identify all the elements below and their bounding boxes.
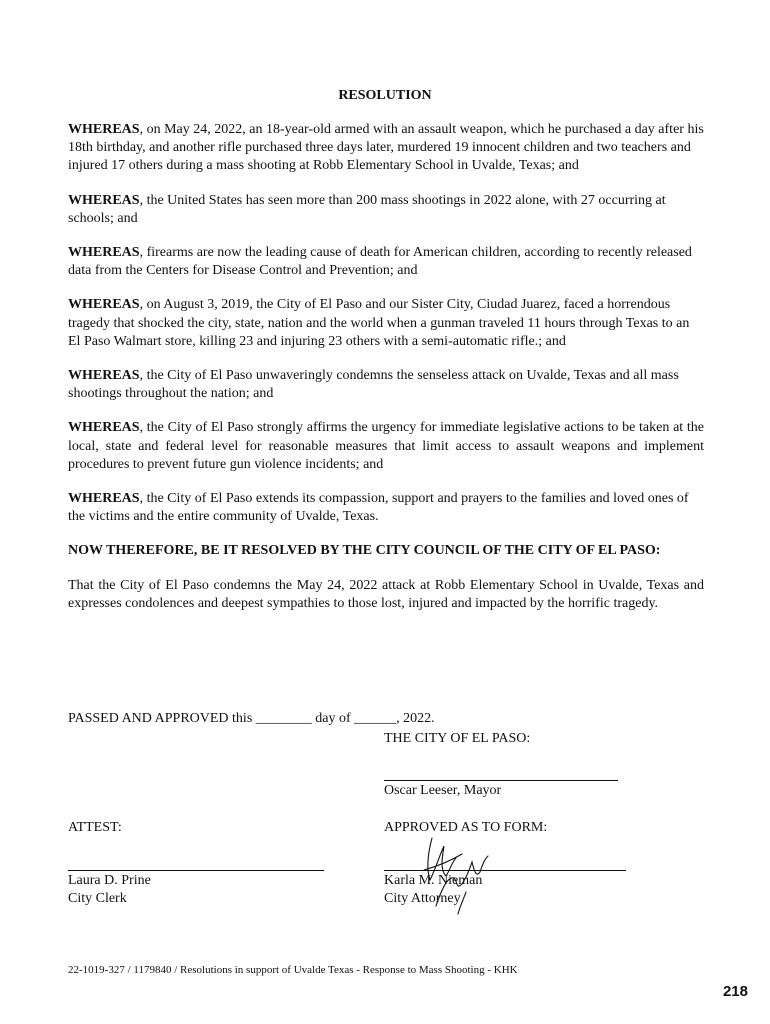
- whereas-lead: WHEREAS: [68, 122, 140, 137]
- mayor-name: Oscar Leeser, Mayor: [384, 783, 502, 798]
- whereas-lead: WHEREAS: [68, 245, 140, 261]
- whereas-clause: [68, 244, 704, 280]
- whereas-lead: WHEREAS: [68, 491, 140, 507]
- clerk-signature-line: [68, 870, 324, 871]
- whereas-clause: [68, 121, 704, 176]
- whereas-text: , firearms are now the leading cause of death for American children, according to recently released data from the Centers for Disease Control and Prevention; and: [68, 245, 692, 279]
- whereas-clause: [68, 192, 704, 228]
- approved-label: APPROVED AS TO FORM:: [384, 820, 548, 835]
- resolved-heading: NOW THEREFORE, BE IT RESOLVED BY THE CITY COUNCIL OF THE CITY OF EL PASO:: [68, 543, 661, 559]
- whereas-clause: [68, 490, 704, 526]
- whereas-clause: [68, 296, 704, 351]
- whereas-text: , on May 24, 2022, an 18-year-old armed with an assault weapon, which he purchased a day after his 18th birthday, and another rifle purchased three days later, murdered 19 innocent children and two teachers and injured 17 others during a mass shooting at Robb Elementary School in Uvalde, Texas; and: [68, 122, 704, 174]
- mayor-signature-line: [384, 780, 618, 781]
- whereas-clause: [68, 419, 704, 474]
- whereas-text: , on August 3, 2019, the City of El Paso and our Sister City, Ciudad Juarez, faced a horrendous tragedy that shocked the city, state, nation and the world when a gunman traveled 11 hours through Texas to an El Paso Walmart store, killing 23 and injuring 23 others with a semi-automatic rifle.; and: [68, 297, 690, 349]
- attorney-name: Karla M. Nieman: [384, 873, 483, 888]
- city-label: THE CITY OF EL PASO:: [384, 731, 531, 746]
- whereas-text: , the City of El Paso extends its compassion, support and prayers to the families and loved ones of the victims and the entire community of Uvalde, Texas.: [68, 491, 689, 525]
- document-title: RESOLUTION: [338, 88, 432, 103]
- resolution-body: [68, 121, 704, 629]
- whereas-lead: WHEREAS: [68, 420, 140, 436]
- page-number: 218: [722, 983, 748, 1000]
- whereas-lead: WHEREAS: [68, 297, 140, 313]
- clerk-title: City Clerk: [68, 891, 127, 906]
- handwritten-signature: [418, 818, 498, 918]
- whereas-lead: WHEREAS: [68, 368, 140, 384]
- attest-label: ATTEST:: [68, 820, 122, 835]
- attorney-title: City Attorney: [384, 891, 461, 906]
- whereas-lead: WHEREAS: [68, 192, 140, 208]
- resolved-text: That the City of El Paso condemns the May 24, 2022 attack at Robb Elementary School in Uvalde, Texas and expresses condolences and deepest sympathies to those lost, injured and impacted by the horrific tragedy.: [68, 577, 704, 611]
- document-footer: 22-1019-327 / 1179840 / Resolutions in support of Uvalde Texas - Response to Mass Shooting - KHK: [68, 964, 518, 976]
- passed-approved-line: PASSED AND APPROVED this ________ day of ______, 2022.: [68, 711, 435, 726]
- whereas-text: , the City of El Paso strongly affirms the urgency for immediate legislative actions to be taken at the local, state and federal level for reasonable measures that limit access to assault weapons and implement procedures to prevent future gun violence incidents; and: [68, 420, 704, 472]
- whereas-text: , the City of El Paso unwaveringly condemns the senseless attack on Uvalde, Texas and all mass shootings throughout the nation; and: [68, 368, 679, 402]
- clerk-name: Laura D. Prine: [68, 873, 151, 888]
- whereas-text: , the United States has seen more than 200 mass shootings in 2022 alone, with 27 occurring at schools; and: [68, 192, 666, 226]
- whereas-clause: [68, 367, 704, 403]
